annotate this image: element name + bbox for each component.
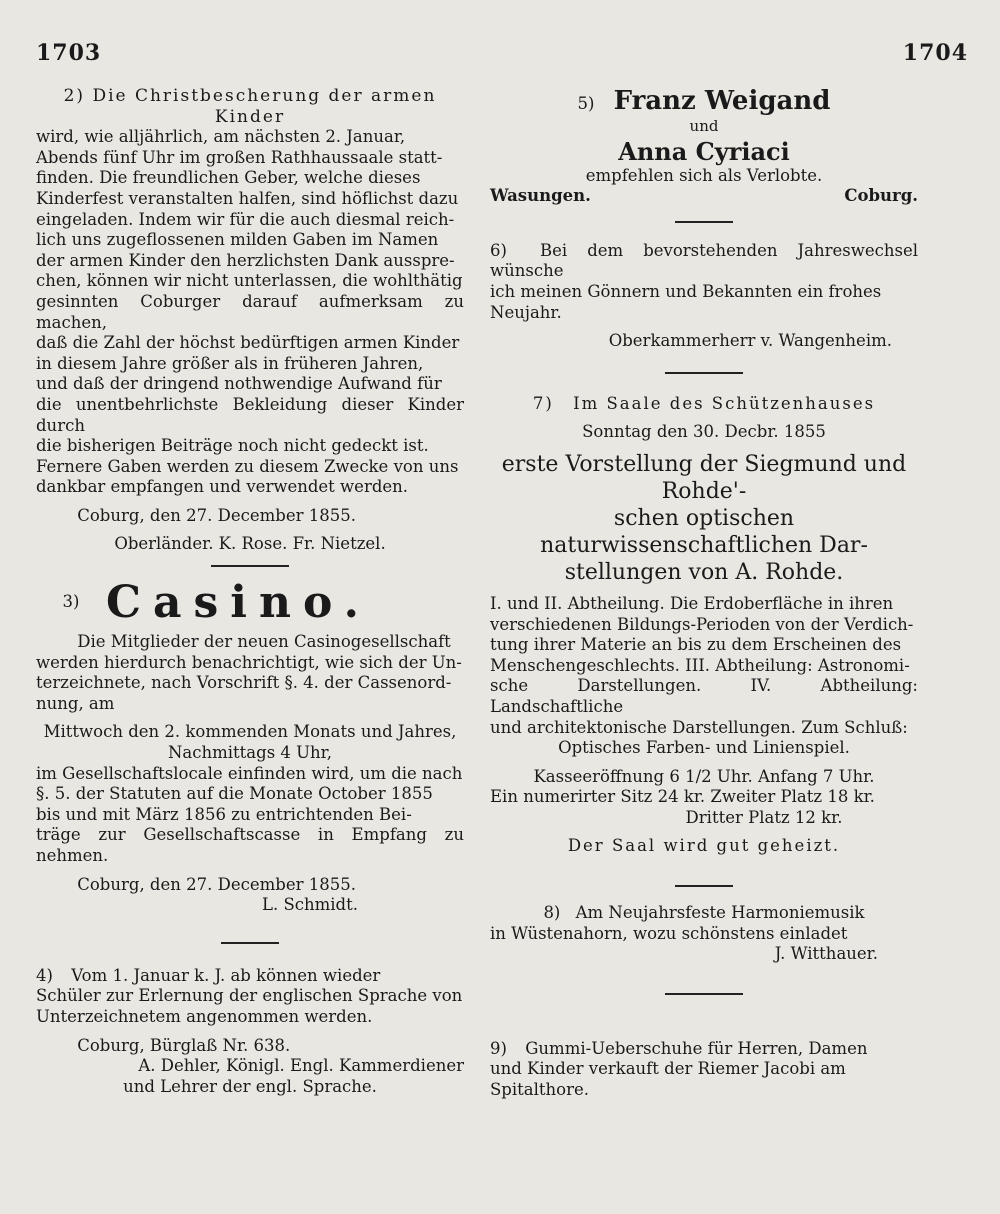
text-line: in diesem Jahre größer als in früheren Jahren,: [36, 353, 424, 373]
text-line: daß die Zahl der höchst bedürftigen armen Kinder: [36, 333, 460, 353]
text-line: I. und II. Abtheilung. Die Erdoberfläche in ihren: [490, 593, 894, 613]
text-line: Menschengeschlechts. III. Abtheilung: Astronomi-: [490, 655, 910, 675]
text-line: verschiedenen Bildungs-Perioden von der Verdich-: [490, 614, 914, 634]
meeting-date: Mittwoch den 2. kommenden Monats und Jahres,: [43, 722, 457, 742]
meeting-time: Nachmittags 4 Uhr,: [167, 743, 333, 763]
text-line: Unterzeichnetem angenommen werden.: [36, 1006, 373, 1026]
text-line: bis und mit März 1856 zu entrichtenden Bei-: [36, 804, 412, 824]
text-line: ich meinen Gönnern und Bekannten ein frohes: [490, 281, 882, 301]
engagement-text: empfehlen sich als Verlobte.: [585, 165, 823, 185]
casino-title: Casino.: [106, 577, 371, 629]
text-line: tung ihrer Materie an bis zu dem Erscheinen des: [490, 635, 902, 655]
left-column: [36, 86, 464, 1097]
text-line: Fernere Gaben werden zu diesem Zwecke von uns: [36, 456, 459, 476]
notice-number: 9): [490, 1038, 507, 1058]
text-line: die bisherigen Beiträge noch nicht gedeckt ist.: [36, 436, 429, 456]
heating-note: Der Saal wird gut geheizt.: [567, 836, 841, 856]
notice-2: [36, 86, 464, 567]
text-line: finden. Die freundlichen Geber, welche dieses: [36, 168, 421, 188]
text-line: der armen Kinder den herzlichsten Dank ausspre-: [36, 250, 455, 270]
separator-rule: [675, 221, 733, 223]
text-line: §. 5. der Statuten auf die Monate October 1855: [36, 784, 433, 804]
event-title-line: schen optischen naturwissenschaftlichen Dar-: [540, 505, 868, 558]
event-times: Kasseeröffnung 6 1/2 Uhr. Anfang 7 Uhr.: [533, 766, 875, 786]
notice-date: Coburg, den 27. December 1855.: [77, 505, 356, 525]
notice-heading: Die Christbescherung der armen Kinder: [92, 86, 437, 127]
text-line: in Wüstenahorn, wozu schönstens einladet: [490, 923, 848, 943]
text-line: und daß der dringend nothwendige Aufwand für: [36, 374, 442, 394]
event-title-line: stellungen von A. Rohde.: [564, 559, 844, 585]
notice-signer: L. Schmidt.: [262, 895, 358, 915]
place-right: Coburg.: [844, 186, 918, 206]
notice-signers: Oberländer. K. Rose. Fr. Nietzel.: [114, 534, 386, 554]
notice-number: 6): [490, 240, 507, 260]
notice-6: [490, 241, 918, 374]
notice-address: Coburg, Bürglaß Nr. 638.: [77, 1035, 291, 1055]
conjunction: und: [689, 117, 719, 135]
text-line: und Kinder verkauft der Riemer Jacobi am: [490, 1059, 846, 1079]
text-line: und architektonische Darstellungen. Zum Schluß:: [490, 717, 908, 737]
groom-name: Franz Weigand: [613, 86, 831, 116]
notice-4: [36, 966, 464, 1098]
notice-3: [36, 577, 464, 944]
right-column: [490, 86, 918, 1101]
notice-7: [490, 394, 918, 887]
text-line: Vom 1. Januar k. J. ab können wieder: [71, 965, 381, 985]
event-prices: Dritter Platz 12 kr.: [685, 807, 843, 827]
text-line: dankbar empfangen und verwendet werden.: [36, 477, 409, 497]
text-line: nung, am: [36, 693, 115, 713]
text-line: Neujahr.: [490, 302, 562, 322]
text-line: Abends fünf Uhr im großen Rathhaussaale statt-: [36, 147, 443, 167]
text-line: die unentbehrlichste Bekleidung dieser Kinder durch: [36, 394, 464, 435]
notice-8: [490, 903, 918, 995]
separator-rule: [675, 885, 733, 887]
separator-rule: [665, 993, 743, 995]
text-line: werden hierdurch benachrichtigt, wie sich der Un-: [36, 652, 462, 672]
text-line: Spitalthore.: [490, 1080, 589, 1100]
venue: Im Saale des Schützenhauses: [573, 393, 876, 413]
bride-name: Anna Cyriaci: [618, 136, 790, 166]
text-line: im Gesellschaftslocale einfinden wird, um die nach: [36, 763, 463, 783]
separator-rule: [221, 942, 279, 944]
text-line: terzeichnete, nach Vorschrift §. 4. der Cassenord-: [36, 673, 452, 693]
text-line: gesinnten Coburger darauf aufmerksam zu machen,: [36, 291, 464, 332]
separator-rule: [665, 372, 743, 374]
notice-number: 3): [62, 592, 80, 612]
text-line: Gummi-Ueberschuhe für Herren, Damen: [525, 1038, 868, 1058]
notice-signer-title: und Lehrer der engl. Sprache.: [123, 1076, 377, 1096]
notice-number: 4): [36, 965, 53, 985]
event-date: Sonntag den 30. Decbr. 1855: [582, 422, 826, 442]
notice-9: [490, 1039, 918, 1101]
text-line: wird, wie alljährlich, am nächsten 2. Januar,: [36, 127, 406, 147]
notice-5: [490, 86, 918, 223]
notice-number: 5): [577, 94, 595, 113]
text-line: Kinderfest veranstalten halfen, sind höflichst dazu: [36, 188, 459, 208]
separator-rule: [211, 565, 289, 567]
text-line: eingeladen. Indem wir für die auch diesmal reich-: [36, 209, 455, 229]
text-line: Am Neujahrsfeste Harmoniemusik: [575, 903, 865, 923]
notice-signer: J. Witthauer.: [774, 944, 878, 964]
text-line: Die Mitglieder der neuen Casinogesellschaft: [77, 632, 451, 652]
page-number-left: 1703: [36, 40, 102, 66]
event-prices: Ein numerirter Sitz 24 kr. Zweiter Platz 18 kr.: [490, 787, 875, 807]
page-number-right: 1704: [902, 40, 968, 66]
notice-date: Coburg, den 27. December 1855.: [77, 874, 356, 894]
text-line: träge zur Gesellschaftscasse in Empfang zu nehmen.: [36, 825, 464, 865]
notice-signer: Oberkammerherr v. Wangenheim.: [608, 331, 892, 351]
notice-number: 8): [543, 903, 561, 923]
text-line: Schüler zur Erlernung der englischen Sprache von: [36, 986, 463, 1006]
event-title-line: erste Vorstellung der Siegmund und Rohde'-: [501, 451, 907, 504]
text-line: lich uns zugeflossenen milden Gaben im Namen: [36, 230, 439, 250]
text-line: chen, können wir nicht unterlassen, die wohlthätig: [36, 271, 463, 291]
text-line: Bei dem bevorstehenden Jahreswechsel wünsche: [490, 240, 918, 281]
notice-number: 7): [532, 393, 554, 413]
event-finale: Optisches Farben- und Linienspiel.: [558, 738, 850, 758]
notice-signer: A. Dehler, Königl. Engl. Kammerdiener: [138, 1056, 464, 1076]
text-line: sche Darstellungen. IV. Abtheilung: Landschaftliche: [490, 676, 918, 716]
place-left: Wasungen.: [490, 186, 591, 206]
notice-number: 2): [63, 86, 86, 106]
